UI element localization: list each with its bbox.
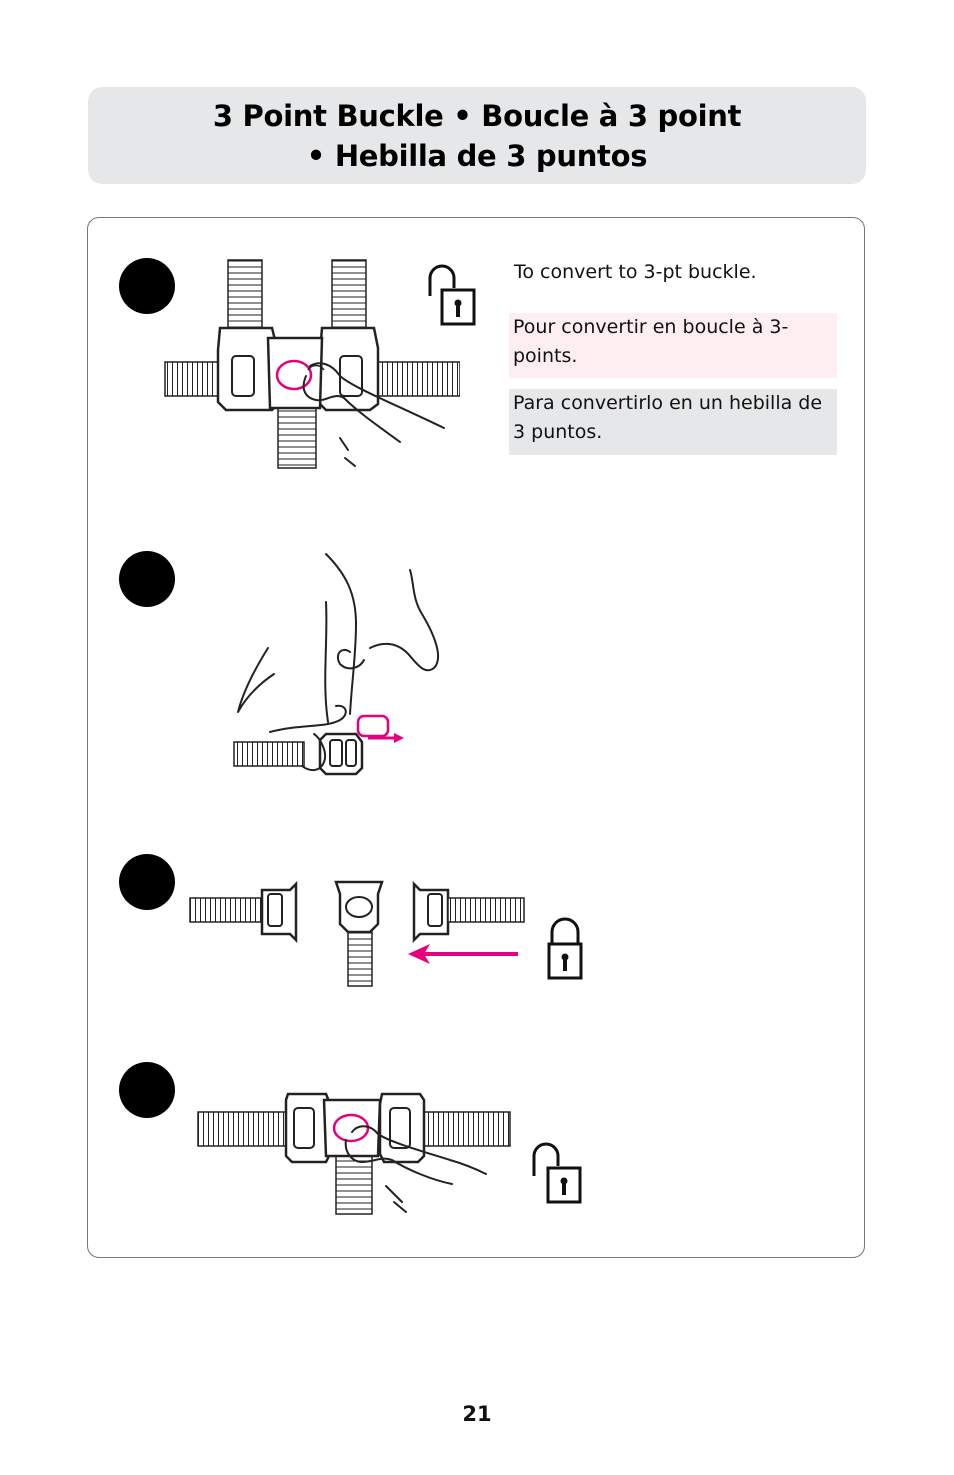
step-4-marker (119, 1062, 175, 1118)
step-1-illustration (160, 258, 460, 470)
waist-strap (234, 742, 304, 766)
french-instruction: Pour convertir en boucle à 3-points. (509, 313, 837, 378)
page-title-line-2: • Hebilla de 3 puntos (306, 138, 648, 173)
shoulder-strap-left (228, 260, 262, 332)
step-2-marker (119, 551, 175, 607)
step-4-illustration (196, 1086, 512, 1216)
title-banner (88, 87, 866, 184)
waist-strap-left (198, 1112, 290, 1146)
crotch-strap (278, 408, 316, 468)
step-3-marker (119, 854, 175, 910)
page-number: 21 (462, 1402, 492, 1426)
buckle-clip (358, 716, 388, 736)
waist-strap-right (422, 1112, 510, 1146)
unlock-icon (530, 1140, 582, 1206)
crotch-strap (348, 932, 372, 986)
english-instruction: To convert to 3-pt buckle. (514, 261, 757, 283)
right-hand (326, 554, 438, 714)
unlock-icon (426, 262, 478, 328)
step-3-illustration (188, 876, 528, 990)
waist-strap-right (448, 898, 524, 922)
page-title-line-1: 3 Point Buckle • Boucle à 3 point (212, 98, 742, 133)
buckle-center (336, 882, 382, 932)
waist-strap-left (190, 898, 262, 922)
step-2-illustration (230, 552, 450, 784)
spanish-instruction: Para convertirlo en un hebilla de 3 puntos. (509, 389, 837, 455)
lock-icon (546, 916, 584, 982)
crotch-strap (336, 1156, 372, 1214)
shoulder-strap-right (332, 260, 366, 332)
